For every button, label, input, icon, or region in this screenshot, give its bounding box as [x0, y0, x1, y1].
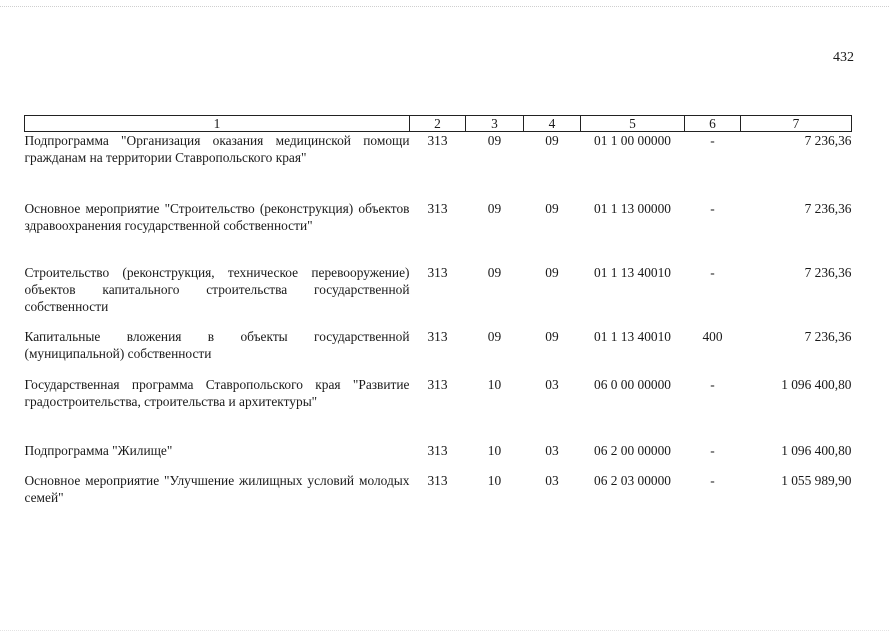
column-header-6: 6 — [685, 116, 741, 132]
row-code-4: 03 — [545, 443, 559, 458]
table-row — [25, 264, 852, 328]
row-code-5: 06 0 00 00000 — [594, 377, 671, 392]
row-code-3: 09 — [487, 133, 502, 148]
row-name: Подпрограмма "Жилище" — [24, 443, 173, 458]
row-name: Капитальные вложения в объекты государственной (муниципальной) собственности — [24, 329, 410, 361]
row-code-3: 10 — [487, 377, 502, 392]
row-code-4: 03 — [545, 473, 559, 488]
table-row — [25, 132, 852, 201]
page-number: 432 — [833, 50, 854, 65]
row-code-5: 06 2 00 00000 — [594, 443, 671, 458]
table-row — [25, 376, 852, 442]
row-name: Государственная программа Ставропольского края "Развитие градостроительства, строительства и архитектуры" — [24, 377, 410, 409]
row-code-5: 01 1 00 00000 — [594, 133, 671, 148]
row-code-5: 01 1 13 40010 — [594, 329, 671, 344]
row-amount: 7 236,36 — [804, 133, 852, 148]
row-code-2: 313 — [427, 201, 448, 216]
table-row — [25, 442, 852, 472]
row-amount: 7 236,36 — [804, 265, 852, 280]
row-code-6: - — [710, 377, 715, 392]
budget-table — [24, 115, 852, 512]
table-row — [25, 328, 852, 376]
row-amount: 1 055 989,90 — [781, 473, 852, 488]
row-code-6: - — [710, 265, 715, 280]
row-code-2: 313 — [427, 265, 448, 280]
row-code-4: 09 — [545, 133, 559, 148]
table-row — [25, 200, 852, 264]
row-code-3: 09 — [487, 329, 502, 344]
row-code-4: 03 — [545, 377, 559, 392]
row-code-3: 10 — [487, 473, 502, 488]
column-header-4: 4 — [524, 116, 581, 132]
row-code-2: 313 — [427, 133, 448, 148]
row-name: Основное мероприятие "Улучшение жилищных условий молодых семей" — [24, 473, 410, 505]
column-header-3: 3 — [466, 116, 524, 132]
row-code-3: 09 — [487, 265, 502, 280]
table-header-row — [25, 116, 852, 132]
column-header-2: 2 — [410, 116, 466, 132]
column-header-1: 1 — [25, 116, 410, 132]
row-name: Строительство (реконструкция, техническое перевооружение) объектов капитального строительства государственной собственности — [24, 265, 410, 314]
row-code-6: - — [710, 473, 715, 488]
scan-edge-bottom — [0, 630, 889, 631]
row-code-6: - — [710, 201, 715, 216]
row-amount: 7 236,36 — [804, 329, 852, 344]
row-name: Основное мероприятие "Строительство (реконструкция) объектов здравоохранения государственной собственности" — [24, 201, 410, 233]
row-code-5: 06 2 03 00000 — [594, 473, 671, 488]
column-header-7: 7 — [741, 116, 852, 132]
row-code-5: 01 1 13 00000 — [594, 201, 671, 216]
row-code-6: 400 — [702, 329, 723, 344]
row-code-2: 313 — [427, 377, 448, 392]
row-code-5: 01 1 13 40010 — [594, 265, 671, 280]
scan-edge-top — [0, 6, 889, 7]
row-name: Подпрограмма "Организация оказания медицинской помощи гражданам на территории Ставропольского края" — [24, 133, 410, 165]
row-amount: 1 096 400,80 — [781, 377, 852, 392]
column-header-5: 5 — [581, 116, 685, 132]
row-amount: 7 236,36 — [804, 201, 852, 216]
row-code-6: - — [710, 443, 715, 458]
row-amount: 1 096 400,80 — [781, 443, 852, 458]
row-code-2: 313 — [427, 329, 448, 344]
row-code-2: 313 — [427, 473, 448, 488]
row-code-4: 09 — [545, 329, 559, 344]
row-code-3: 10 — [487, 443, 502, 458]
row-code-6: - — [710, 133, 715, 148]
row-code-3: 09 — [487, 201, 502, 216]
row-code-4: 09 — [545, 201, 559, 216]
table-row — [25, 472, 852, 512]
row-code-2: 313 — [427, 443, 448, 458]
row-code-4: 09 — [545, 265, 559, 280]
